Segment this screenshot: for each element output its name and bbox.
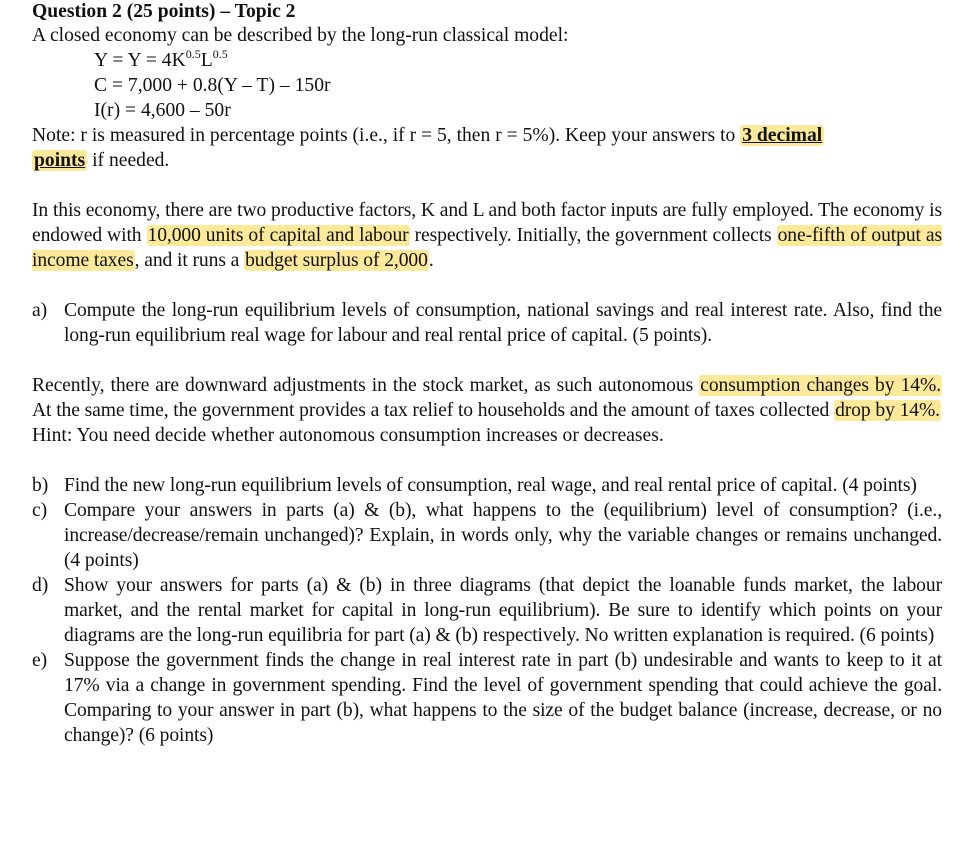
part-e-text: Suppose the government finds the change in real interest rate in part (b) undesirable and wants to keep to it at 17% via a change in government spending. Find the level of government spending that could achieve the goal. Comparing to your answer in part (b), what happens to the size of the budget balance (increase, decrease, or no change)? (6 points) bbox=[64, 650, 942, 746]
k-exponent: 0.5 bbox=[185, 47, 201, 61]
part-a-label: a) bbox=[32, 300, 48, 321]
part-d bbox=[32, 573, 942, 648]
part-c-label: c) bbox=[32, 500, 48, 521]
highlight-decimal: 3 decimal bbox=[742, 125, 823, 146]
consumption-function: C = 7,000 + 0.8(Y – T) – 150r bbox=[94, 75, 331, 96]
hint-text: Hint: You need decide whether autonomous consumption increases or decreases. bbox=[32, 425, 664, 446]
highlight-endowment: 10,000 units of capital and labour bbox=[147, 225, 409, 246]
part-d-text: Show your answers for parts (a) & (b) in three diagrams (that depict the loanable funds market, the labour market, and the rental market for capital in long-run equilibrium). Be sure to identify which points on your diagrams are the long-run equilibria for part (a) & (b) respectively. No written explanation is required. (6 points) bbox=[64, 575, 942, 646]
highlight-points: points bbox=[34, 150, 86, 171]
para2-text-2: At the same time, the government provides a tax relief to households and the amount of taxes collected bbox=[32, 400, 835, 421]
para1-text-3: , and it runs a bbox=[134, 250, 245, 271]
economy-paragraph bbox=[32, 198, 942, 273]
shock-paragraph bbox=[32, 373, 942, 423]
part-c bbox=[32, 498, 942, 573]
para2-text-1: Recently, there are downward adjustments in the stock market, as such autonomous bbox=[32, 375, 700, 396]
part-a-text: Compute the long-run equilibrium levels of consumption, national savings and real interest rate. Also, find the long-run equilibrium real wage for labour and real rental price of capital. (5 points). bbox=[64, 300, 942, 346]
production-lhs: Y = Y = 4K bbox=[94, 50, 186, 71]
note-text: Note: r is measured in percentage points (i.e., if r = 5, then r = 5%). Keep your answers to bbox=[32, 125, 741, 146]
part-e-label: e) bbox=[32, 650, 48, 671]
highlight-surplus: budget surplus of 2,000 bbox=[245, 250, 428, 271]
part-e bbox=[32, 648, 942, 748]
part-b-text: Find the new long-run equilibrium levels of consumption, real wage, and real rental price of capital. (4 points) bbox=[64, 475, 917, 496]
para1-text-1: In this economy, there are two productive factors, K and L and both factor inputs are fully employed. The economy is endowed with bbox=[32, 200, 942, 246]
highlight-consumption-change: consumption changes by 14%. bbox=[700, 375, 941, 396]
question-document bbox=[32, 0, 942, 748]
part-a bbox=[32, 298, 942, 348]
para1-text-2: respectively. Initially, the government collects bbox=[409, 225, 777, 246]
question-title: Question 2 (25 points) – Topic 2 bbox=[32, 1, 296, 22]
model-intro: A closed economy can be described by the long-run classical model: bbox=[32, 25, 569, 46]
part-c-text: Compare your answers in parts (a) & (b), what happens to the (equilibrium) level of consumption? (i.e., increase/decrease/remain unchanged)? Explain, in words only, why the variable changes or remains unchanged. (4 points) bbox=[64, 500, 942, 571]
labour-symbol: L bbox=[200, 50, 213, 71]
part-b bbox=[32, 473, 942, 498]
highlight-taxes: one-fifth of output as income taxes bbox=[32, 225, 942, 271]
highlight-tax-drop: drop by 14%. bbox=[835, 400, 940, 421]
production-function bbox=[32, 48, 942, 73]
part-d-label: d) bbox=[32, 575, 49, 596]
part-b-label: b) bbox=[32, 475, 49, 496]
l-exponent: 0.5 bbox=[212, 47, 228, 61]
note-paragraph bbox=[32, 123, 942, 173]
note-tail: if needed. bbox=[87, 150, 170, 171]
para1-text-4: . bbox=[428, 250, 434, 271]
investment-function: I(r) = 4,600 – 50r bbox=[94, 100, 231, 121]
